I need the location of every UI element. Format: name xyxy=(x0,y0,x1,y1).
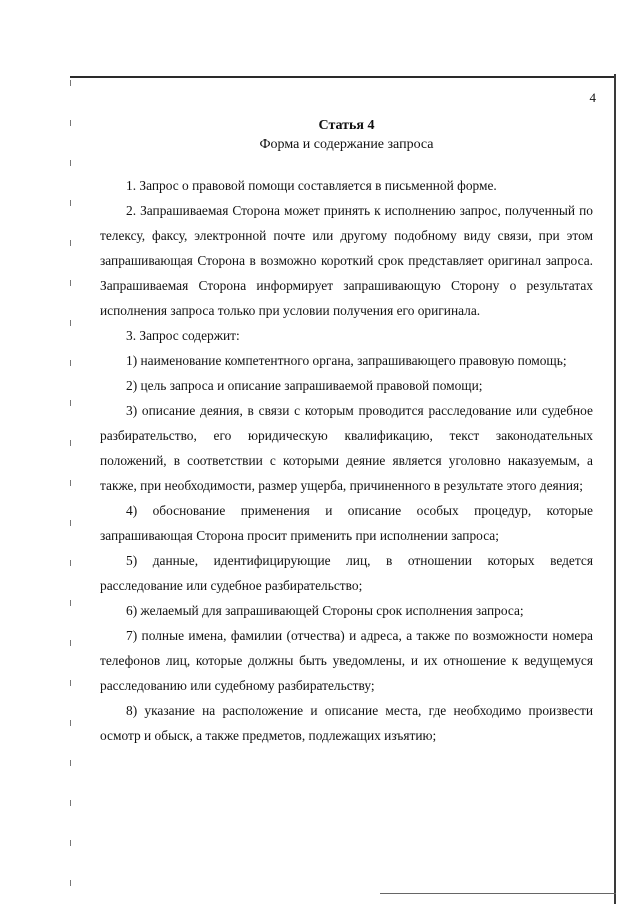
document-body xyxy=(100,117,593,748)
article-title: Статья 4 xyxy=(318,118,375,133)
page-border-left xyxy=(70,80,71,890)
paragraph: 2. Запрашиваемая Сторона может принять к исполнению запрос, полученный по телексу, факсу, электронной почте или другому подобному виду связи, при этом запрашивающая Сторона в возможно короткий срок представляет оригинал запроса. Запрашиваемая Сторона информирует запрашивающую Сторону о результатах исполнения запроса только при условии получения его оригинала. xyxy=(100,203,593,318)
list-item: 2) цель запроса и описание запрашиваемой правовой помощи; xyxy=(126,378,483,393)
list-item: 7) полные имена, фамилии (отчества) и адреса, а также по возможности номера телефонов лиц, которые должны быть уведомлены, и их отношение к ведущемуся расследованию или судебному разбирательству; xyxy=(100,628,593,693)
list-item: 6) желаемый для запрашивающей Стороны срок исполнения запроса; xyxy=(126,603,524,618)
article-subtitle: Форма и содержание запроса xyxy=(259,137,434,152)
list-item: 4) обоснование применения и описание особых процедур, которые запрашивающая Сторона просит применить при исполнении запроса; xyxy=(100,503,593,543)
list-item: 1) наименование компетентного органа, запрашивающего правовую помощь; xyxy=(126,353,567,368)
page-border-bottom xyxy=(380,893,616,894)
list-item: 5) данные, идентифицирующие лиц, в отношении которых ведется расследование или судебное разбирательство; xyxy=(100,553,593,593)
list-item: 3) описание деяния, в связи с которым проводится расследование или судебное разбирательство, его юридическую квалификацию, текст законодательных положений, в соответствии с которыми деяние является уголовно наказуемым, а также, при необходимости, размер ущерба, причиненного в результате этого деяния; xyxy=(100,403,593,493)
page-number: 4 xyxy=(589,90,596,105)
list-item: 8) указание на расположение и описание места, где необходимо произвести осмотр и обыск, а также предметов, подлежащих изъятию; xyxy=(100,703,593,743)
page-border-right xyxy=(614,74,616,904)
paragraph: 1. Запрос о правовой помощи составляется в письменной форме. xyxy=(126,178,497,193)
paragraph: 3. Запрос содержит: xyxy=(126,328,240,343)
